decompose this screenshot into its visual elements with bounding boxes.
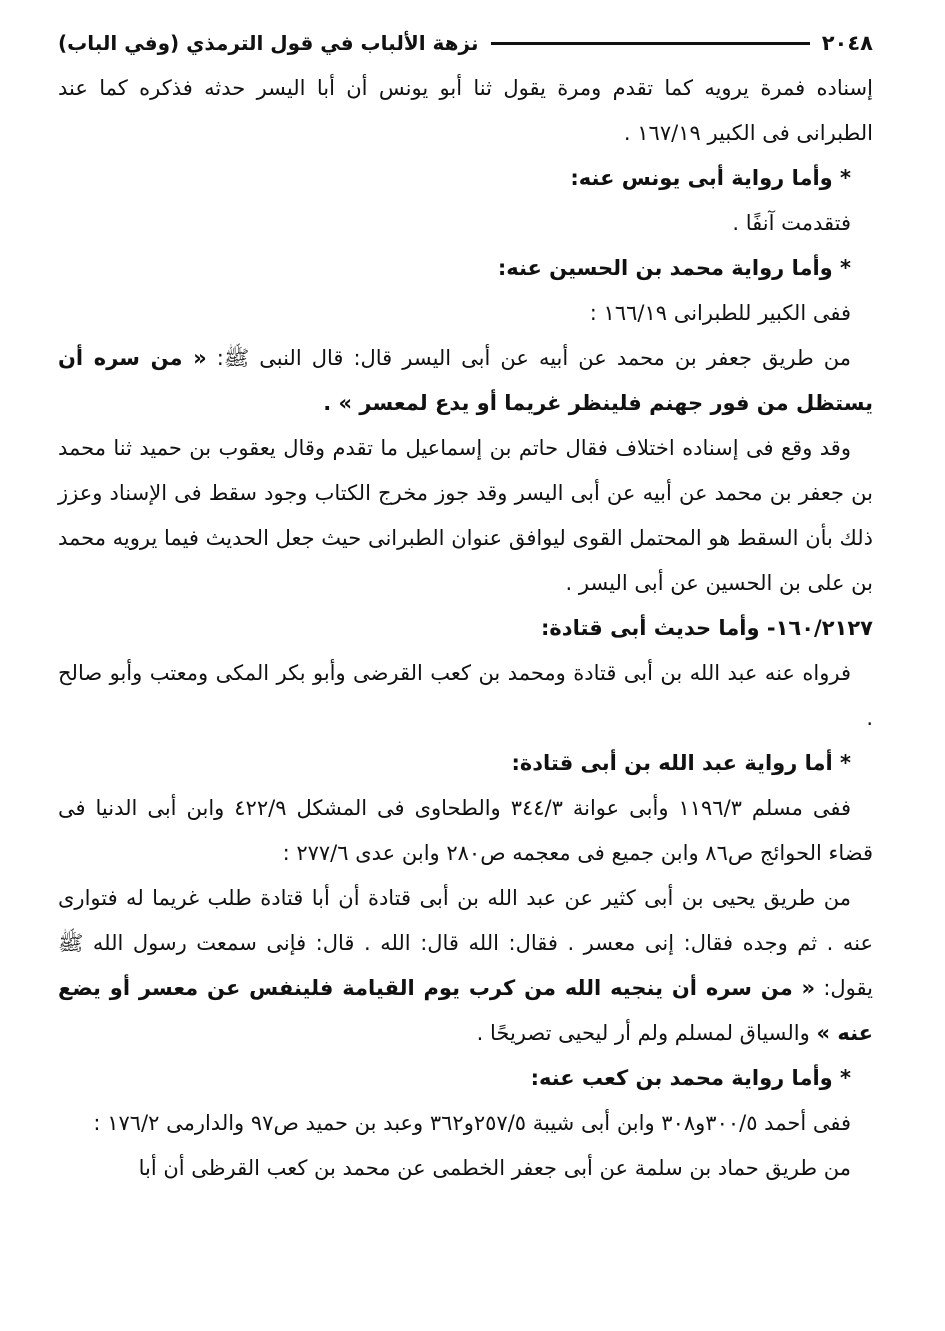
paragraph-8-text: من طريق يحيى بن أبى كثير عن عبد الله بن أبى قتادة أن أبا قتادة طلب غريما له فتوارى عنه . ثم وجده فقال: إنى معسر . فقال: الله قال: الله . قال: فإنى سمعت رسول الله ﷺ يقول:	[58, 886, 873, 1000]
paragraph-6: فرواه عنه عبد الله بن أبى قتادة ومحمد بن كعب القرضى وأبو بكر المكى ومعتب وأبو صالح .	[58, 661, 873, 730]
heading-abi-yunus: * وأما رواية أبى يونس عنه:	[570, 166, 851, 190]
paragraph-9: ففى أحمد ٣٠٠/٥و٣٠٨ وابن أبى شيبة ٢٥٧/٥و٣٦٢ وعبد بن حميد ص٩٧ والدارمى ١٧٦/٢ :	[93, 1111, 851, 1135]
page-body	[58, 66, 873, 1191]
paragraph-1: إسناده فمرة يرويه كما تقدم ومرة يقول ثنا أبو يونس أن أبا اليسر حدثه فذكره كما عند الطبرانى فى الكبير ١٦٧/١٩ .	[58, 76, 873, 145]
heading-abi-qatada-hadith: ١٦٠/٢١٢٧- وأما حديث أبى قتادة:	[541, 616, 873, 640]
paragraph-4-text: من طريق جعفر بن محمد عن أبيه عن أبى اليسر قال: قال النبى ﷺ:	[206, 346, 851, 370]
page-header	[58, 26, 873, 60]
paragraph-8	[58, 876, 873, 1056]
heading-abdullah-ibn-abi-qatada: * أما رواية عبد الله بن أبى قتادة:	[511, 751, 851, 775]
running-title: نزهة الألباب في قول الترمذي (وفي الباب)	[58, 31, 479, 55]
paragraph-4	[58, 336, 873, 426]
page-number: ٢٠٤٨	[821, 31, 873, 55]
paragraph-5: وقد وقع فى إسناده اختلاف فقال حاتم بن إسماعيل ما تقدم وقال يعقوب بن حميد ثنا محمد بن جعفر بن محمد عن أبيه عن أبى اليسر وقد جوز مخرج الكتاب وجود سقط فى الإسناد وعزز ذلك بأن السقط هو المحتمل القوى ليوافق عنوان الطبرانى حيث جعل الحديث فيما يرويه محمد بن على بن الحسين عن أبى اليسر .	[58, 436, 873, 595]
hadith-quote-2: « من سره أن ينجيه الله من كرب يوم القيامة فلينفس عن معسر أو يضع عنه »	[58, 976, 873, 1045]
heading-muhammad-ibn-al-husain: * وأما رواية محمد بن الحسين عنه:	[497, 256, 851, 280]
hadith-quote-1: « من سره أن يستظل من فور جهنم فلينظر غريما أو يدع لمعسر » .	[58, 346, 873, 415]
paragraph-10: من طريق حماد بن سلمة عن أبى جعفر الخطمى عن محمد بن كعب القرظى أن أبا	[138, 1156, 851, 1180]
header-rule	[491, 42, 810, 45]
heading-muhammad-ibn-kaab: * وأما رواية محمد بن كعب عنه:	[530, 1066, 851, 1090]
paragraph-3: ففى الكبير للطبرانى ١٦٦/١٩ :	[589, 301, 851, 325]
paragraph-7: ففى مسلم ١١٩٦/٣ وأبى عوانة ٣٤٤/٣ والطحاوى فى المشكل ٤٢٢/٩ وابن أبى الدنيا فى قضاء الحوائج ص٨٦ وابن جميع فى معجمه ص٢٨٠ وابن عدى ٢٧٧/٦ :	[58, 796, 873, 865]
paragraph-2: فتقدمت آنفًا .	[732, 211, 851, 235]
paragraph-8-tail: والسياق لمسلم ولم أر ليحيى تصريحًا .	[476, 1021, 817, 1045]
